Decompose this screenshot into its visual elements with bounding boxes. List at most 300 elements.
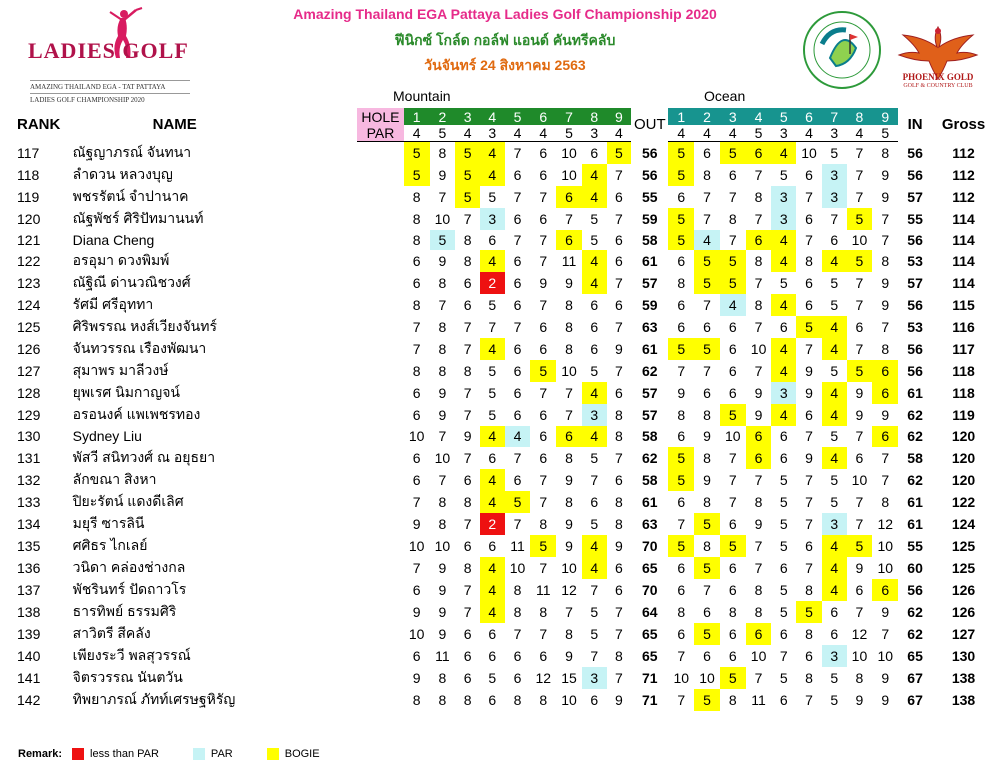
score-cell: 7 — [703, 210, 711, 227]
score-cell: 7 — [805, 231, 813, 248]
score-cell: 6 — [513, 471, 522, 488]
hole-label-spacer — [357, 623, 404, 645]
score-cell: 6 — [728, 363, 737, 380]
score-cell: 7 — [463, 319, 472, 336]
in-total: 56 — [907, 231, 923, 248]
score-cell: 8 — [539, 603, 548, 620]
hole-row — [17, 108, 995, 125]
score-cell: 7 — [539, 385, 548, 402]
score-cell: 7 — [754, 319, 763, 336]
rank-cell: 141 — [17, 669, 41, 686]
player-name: ปิยะรัตน์ แดงดีเลิศ — [72, 492, 184, 509]
score-cell: 3 — [771, 382, 796, 404]
score-cell: 5 — [694, 338, 720, 360]
score-cell: 4 — [822, 557, 847, 579]
player-row — [17, 645, 995, 667]
out-total: 64 — [642, 603, 658, 620]
player-row — [17, 601, 995, 623]
par-value: 4 — [530, 125, 556, 142]
score-cell: 6 — [488, 449, 497, 466]
player-name: พัสวี สนิทวงศ์ ณ อยุธยา — [72, 448, 216, 465]
score-cell: 8 — [565, 319, 573, 336]
out-total: 58 — [642, 471, 658, 488]
out-total: 70 — [642, 581, 658, 598]
score-cell: 7 — [615, 363, 623, 380]
score-cell: 8 — [565, 341, 573, 358]
score-cell: 6 — [872, 426, 898, 447]
score-cell: 4 — [822, 316, 847, 338]
score-cell: 5 — [455, 142, 480, 164]
score-cell: 4 — [771, 294, 796, 316]
out-total: 56 — [642, 144, 658, 161]
score-cell: 4 — [480, 579, 505, 601]
score-cell: 7 — [539, 188, 548, 205]
score-cell: 5 — [488, 188, 497, 205]
score-cell: 7 — [754, 471, 763, 488]
score-cell: 9 — [677, 385, 686, 402]
score-cell: 7 — [412, 341, 421, 358]
hole-number: 6 — [796, 108, 822, 125]
score-cell: 7 — [855, 166, 864, 183]
score-cell: 6 — [463, 647, 472, 664]
rank-cell: 133 — [17, 493, 41, 510]
score-cell: 7 — [677, 363, 686, 380]
out-total: 56 — [642, 166, 658, 183]
par-value: 4 — [720, 125, 746, 142]
score-cell: 7 — [703, 363, 711, 380]
score-cell: 6 — [779, 428, 788, 445]
score-cell: 6 — [746, 447, 772, 469]
hole-label-spacer — [357, 404, 404, 426]
score-cell: 11 — [510, 537, 525, 554]
score-cell: 8 — [754, 581, 763, 598]
score-cell: 6 — [703, 144, 711, 161]
gross-total: 118 — [952, 385, 975, 402]
score-cell: 5 — [694, 513, 720, 535]
out-total: 62 — [642, 449, 658, 466]
score-cell: 7 — [855, 144, 864, 161]
score-cell: 6 — [728, 515, 737, 532]
out-total: 58 — [642, 231, 658, 248]
score-cell: 4 — [822, 404, 847, 426]
score-cell: 4 — [582, 426, 607, 447]
hole-number: 3 — [455, 108, 480, 125]
legend-par: PAR — [193, 748, 233, 760]
score-cell: 7 — [805, 691, 813, 708]
score-cell: 5 — [830, 669, 839, 686]
score-cell: 9 — [539, 275, 548, 292]
score-cell: 5 — [847, 208, 873, 230]
score-cell: 7 — [463, 581, 472, 598]
par-value: 5 — [556, 125, 582, 142]
score-cell: 6 — [728, 385, 737, 402]
score-cell: 10 — [509, 559, 526, 576]
player-row — [17, 338, 995, 360]
score-cell: 10 — [851, 647, 868, 664]
score-cell: 8 — [615, 428, 623, 445]
score-cell: 9 — [881, 691, 890, 708]
score-cell: 6 — [539, 428, 548, 445]
score-cell: 6 — [728, 581, 737, 598]
par-value: 4 — [607, 125, 632, 142]
score-cell: 6 — [855, 449, 864, 466]
score-cell: 5 — [779, 603, 788, 620]
par-value: 3 — [822, 125, 847, 142]
score-cell: 8 — [703, 449, 711, 466]
player-row — [17, 557, 995, 579]
score-cell: 3 — [582, 667, 607, 689]
score-cell: 5 — [668, 535, 694, 557]
score-cell: 11 — [561, 253, 577, 270]
score-cell: 7 — [703, 581, 711, 598]
score-cell: 4 — [822, 535, 847, 557]
score-cell: 8 — [412, 297, 421, 314]
score-cell: 4 — [771, 230, 796, 251]
score-cell: 6 — [590, 144, 599, 161]
score-cell: 7 — [565, 603, 573, 620]
score-cell: 10 — [408, 625, 425, 642]
score-cell: 5 — [779, 537, 788, 554]
score-cell: 5 — [779, 471, 788, 488]
player-row — [17, 404, 995, 426]
score-cell: 6 — [830, 603, 839, 620]
score-cell: 6 — [590, 341, 599, 358]
in-total: 62 — [907, 428, 923, 445]
score-cell: 7 — [513, 231, 522, 248]
score-cell: 8 — [438, 493, 447, 510]
score-cell: 6 — [615, 581, 623, 598]
rank-cell: 142 — [17, 691, 41, 708]
hole-number: 2 — [430, 108, 456, 125]
par-value: 4 — [668, 125, 694, 142]
score-cell: 4 — [582, 186, 607, 208]
score-cell: 6 — [677, 319, 686, 336]
score-cell: 6 — [779, 319, 788, 336]
score-cell: 5 — [488, 297, 497, 314]
in-total: 56 — [907, 341, 923, 358]
gross-total: 124 — [951, 515, 976, 532]
out-total: 63 — [642, 515, 658, 532]
score-cell: 4 — [771, 338, 796, 360]
score-cell: 8 — [438, 275, 447, 292]
score-cell: 8 — [438, 363, 447, 380]
score-cell: 9 — [805, 363, 813, 380]
score-cell: 6 — [412, 581, 421, 598]
score-cell: 6 — [615, 559, 623, 576]
score-cell: 10 — [699, 669, 715, 686]
score-cell: 7 — [463, 515, 472, 532]
par-value: 3 — [582, 125, 607, 142]
score-cell: 8 — [703, 537, 711, 554]
score-cell: 6 — [513, 210, 522, 227]
phoenix-subtitle: GOLF & COUNTRY CLUB — [903, 83, 973, 89]
score-cell: 3 — [822, 513, 847, 535]
score-cell: 7 — [513, 319, 522, 336]
score-cell: 6 — [728, 647, 737, 664]
score-cell: 7 — [805, 493, 813, 510]
score-cell: 5 — [720, 404, 746, 426]
score-cell: 7 — [412, 319, 421, 336]
score-cell: 6 — [539, 319, 548, 336]
score-cell: 7 — [728, 449, 737, 466]
player-row — [17, 426, 995, 447]
score-cell: 7 — [463, 449, 472, 466]
score-cell: 9 — [438, 407, 447, 424]
score-cell: 8 — [805, 669, 813, 686]
header — [0, 0, 995, 112]
score-cell: 7 — [855, 428, 864, 445]
score-cell: 9 — [881, 669, 890, 686]
score-cell: 3 — [582, 404, 607, 426]
score-cell: 3 — [771, 208, 796, 230]
score-cell: 7 — [754, 275, 763, 292]
score-cell: 7 — [539, 625, 548, 642]
rank-cell: 136 — [17, 559, 41, 576]
score-cell: 9 — [565, 275, 573, 292]
hole-number: 9 — [607, 108, 632, 125]
player-name: ทิพยาภรณ์ ภัทท์เศรษฐหิรัญ — [72, 690, 236, 707]
score-cell: 6 — [830, 231, 839, 248]
out-total: 71 — [642, 669, 658, 686]
score-cell: 7 — [728, 493, 737, 510]
score-cell: 5 — [404, 164, 430, 186]
score-cell: 5 — [720, 250, 746, 272]
score-cell: 5 — [830, 428, 839, 445]
score-cell: 6 — [513, 385, 522, 402]
gross-total: 120 — [951, 471, 976, 488]
score-cell: 5 — [488, 407, 497, 424]
score-cell: 4 — [822, 338, 847, 360]
par-value: 4 — [505, 125, 531, 142]
player-name: เพียงระวี พลสุวรรณ์ — [72, 646, 191, 663]
score-cell: 7 — [539, 231, 548, 248]
hole-label-spacer — [357, 447, 404, 469]
hole-number: 1 — [404, 108, 430, 125]
out-total: 65 — [642, 647, 658, 664]
gross-total: 122 — [951, 493, 976, 510]
score-cell: 6 — [615, 188, 623, 205]
hole-label-spacer — [357, 186, 404, 208]
score-cell: 6 — [590, 691, 599, 708]
score-cell: 9 — [615, 691, 623, 708]
par-value: 4 — [796, 125, 822, 142]
gross-total: 114 — [952, 275, 975, 292]
score-cell: 8 — [463, 231, 472, 248]
score-cell: 8 — [754, 493, 763, 510]
in-total: 57 — [907, 188, 923, 205]
score-cell: 6 — [779, 449, 788, 466]
score-cell: 6 — [463, 625, 472, 642]
player-row — [17, 535, 995, 557]
gross-total: 125 — [951, 559, 976, 576]
score-cell: 9 — [805, 449, 813, 466]
score-cell: 6 — [539, 449, 548, 466]
hole-number: 8 — [582, 108, 607, 125]
score-cell: 6 — [539, 647, 548, 664]
score-cell: 8 — [412, 188, 421, 205]
score-cell: 10 — [561, 691, 577, 708]
score-cell: 6 — [463, 471, 472, 488]
score-cell: 8 — [513, 691, 522, 708]
score-cell: 9 — [754, 407, 763, 424]
score-cell: 6 — [746, 230, 772, 251]
in-total: 65 — [907, 647, 923, 664]
score-cell: 5 — [455, 164, 480, 186]
score-cell: 7 — [855, 275, 864, 292]
score-cell: 5 — [847, 250, 873, 272]
out-total: 57 — [642, 385, 658, 402]
score-cell: 8 — [463, 363, 472, 380]
gross-total: 119 — [952, 407, 975, 424]
score-cell: 4 — [694, 230, 720, 251]
score-cell: 8 — [703, 493, 711, 510]
gross-total: 116 — [952, 319, 975, 336]
score-cell: 7 — [805, 428, 813, 445]
score-cell: 7 — [412, 493, 421, 510]
player-row — [17, 272, 995, 294]
player-row — [17, 667, 995, 689]
score-cell: 6 — [463, 275, 472, 292]
score-cell: 6 — [677, 493, 686, 510]
hole-label-spacer — [357, 689, 404, 711]
score-cell: 8 — [615, 647, 623, 664]
score-cell: 8 — [513, 603, 522, 620]
in-total: 56 — [907, 166, 923, 183]
score-cell: 10 — [434, 537, 451, 554]
hole-number: 6 — [530, 108, 556, 125]
score-cell: 7 — [805, 559, 813, 576]
hole-label: HOLE — [357, 108, 404, 125]
score-cell: 5 — [779, 493, 788, 510]
score-cell: 6 — [677, 428, 686, 445]
player-name: ณัฐิณี ด่านวณิชวงศ์ — [72, 274, 191, 291]
hole-label-spacer — [357, 230, 404, 251]
score-cell: 9 — [881, 407, 890, 424]
score-cell: 9 — [615, 537, 623, 554]
out-total: 65 — [642, 559, 658, 576]
score-cell: 4 — [771, 404, 796, 426]
par-value: 3 — [480, 125, 505, 142]
player-row — [17, 447, 995, 469]
out-total: 62 — [642, 363, 658, 380]
score-cell: 8 — [463, 253, 472, 270]
score-cell: 5 — [830, 363, 839, 380]
score-cell: 7 — [615, 625, 623, 642]
score-cell: 9 — [703, 428, 711, 445]
player-name: ณัฐญาภรณ์ จันทนา — [72, 143, 192, 160]
score-cell: 7 — [539, 471, 548, 488]
score-cell: 7 — [590, 647, 599, 664]
score-cell: 7 — [855, 493, 864, 510]
score-cell: 5 — [668, 338, 694, 360]
score-cell: 6 — [728, 341, 737, 358]
score-cell: 7 — [754, 210, 763, 227]
score-cell: 6 — [615, 253, 623, 270]
score-cell: 9 — [438, 603, 447, 620]
score-cell: 8 — [615, 407, 623, 424]
player-name: มยุรี ซารลินี — [72, 514, 145, 531]
score-cell: 6 — [677, 297, 686, 314]
score-cell: 8 — [805, 581, 813, 598]
score-cell: 8 — [513, 581, 522, 598]
score-cell: 6 — [728, 166, 737, 183]
score-cell: 7 — [565, 385, 573, 402]
score-cell: 6 — [513, 363, 522, 380]
score-cell: 5 — [830, 144, 839, 161]
score-cell: 7 — [830, 210, 839, 227]
score-cell: 9 — [881, 297, 890, 314]
score-cell: 9 — [754, 515, 763, 532]
score-cell: 6 — [513, 341, 522, 358]
hole-label-spacer — [357, 142, 404, 164]
gross-total: 115 — [952, 297, 975, 314]
hole-label-spacer — [357, 667, 404, 689]
score-cell: 7 — [438, 188, 447, 205]
score-cell: 8 — [438, 144, 447, 161]
score-cell: 8 — [412, 363, 421, 380]
hole-label-spacer — [357, 208, 404, 230]
score-cell: 8 — [728, 210, 737, 227]
score-cell: 7 — [881, 471, 890, 488]
score-cell: 5 — [847, 360, 873, 382]
score-cell: 10 — [561, 144, 577, 161]
score-cell: 15 — [561, 669, 577, 686]
score-cell: 6 — [590, 297, 599, 314]
rank-cell: 119 — [17, 188, 40, 205]
hole-label-spacer — [357, 294, 404, 316]
score-cell: 8 — [412, 210, 421, 227]
score-cell: 7 — [805, 341, 813, 358]
score-cell: 10 — [408, 537, 425, 554]
score-cell: 6 — [746, 426, 772, 447]
score-cell: 5 — [590, 231, 599, 248]
out-total: 57 — [642, 275, 658, 292]
out-total: 59 — [642, 210, 658, 227]
logo-title: LADIES GOLF — [28, 38, 189, 63]
player-name: สุมาพร มาลีวงษ์ — [72, 362, 169, 379]
score-cell: 5 — [830, 471, 839, 488]
score-cell: 8 — [703, 407, 711, 424]
in-total: 58 — [907, 449, 923, 466]
score-cell: 7 — [463, 407, 472, 424]
score-cell: 6 — [805, 647, 813, 664]
score-cell: 9 — [565, 537, 573, 554]
score-cell: 2 — [480, 513, 505, 535]
score-cell: 7 — [855, 603, 864, 620]
score-cell: 4 — [582, 535, 607, 557]
score-cell: 9 — [565, 647, 573, 664]
score-cell: 7 — [728, 471, 737, 488]
score-cell: 12 — [851, 625, 868, 642]
score-cell: 6 — [556, 230, 582, 251]
score-cell: 5 — [590, 515, 599, 532]
score-cell: 8 — [565, 297, 573, 314]
out-total: 58 — [642, 428, 658, 445]
player-name: ลักขณา สิงหา — [72, 470, 157, 487]
score-cell: 7 — [881, 625, 890, 642]
hole-number: 2 — [694, 108, 720, 125]
player-row — [17, 230, 995, 251]
score-cell: 7 — [615, 166, 623, 183]
score-cell: 7 — [463, 210, 472, 227]
score-cell: 6 — [615, 385, 623, 402]
score-cell: 8 — [703, 166, 711, 183]
club-association-logo-icon — [800, 8, 884, 92]
venue-title: ฟีนิกซ์ โกล์ด กอล์ฟ แอนด์ คันทรีคลับ — [394, 32, 616, 48]
score-cell: 6 — [513, 407, 522, 424]
logo-subtitle-2: LADIES GOLF CHAMPIONSHIP 2020 — [30, 93, 190, 104]
score-cell: 8 — [615, 515, 623, 532]
